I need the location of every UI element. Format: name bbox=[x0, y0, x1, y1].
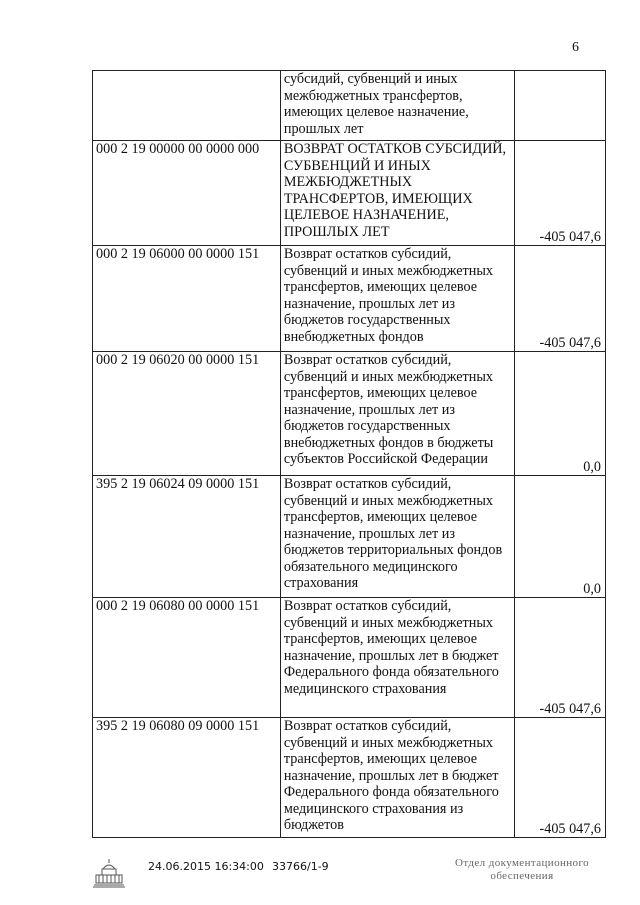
table-row bbox=[93, 246, 606, 352]
table-row bbox=[93, 352, 606, 476]
budget-code-cell: 395 2 19 06024 09 0000 151 bbox=[93, 476, 281, 598]
table-row bbox=[93, 718, 606, 838]
parliament-building-icon bbox=[92, 857, 126, 889]
budget-code-cell: 000 2 19 00000 00 0000 000 bbox=[93, 141, 281, 246]
document-footer bbox=[0, 857, 640, 897]
budget-code-cell: 000 2 19 06000 00 0000 151 bbox=[93, 246, 281, 352]
description-cell: ВОЗВРАТ ОСТАТКОВ СУБСИДИЙ, СУБВЕНЦИЙ И ИНЫХ МЕЖБЮДЖЕТНЫХ ТРАНСФЕРТОВ, ИМЕЮЩИХ ЦЕЛЕВОЕ НАЗНАЧЕНИЕ, ПРОШЛЫХ ЛЕТ bbox=[280, 141, 514, 246]
amount-cell: -405 047,6 bbox=[515, 141, 606, 246]
page-number: 6 bbox=[572, 40, 579, 55]
amount-cell: 0,0 bbox=[515, 476, 606, 598]
budget-code-cell: 000 2 19 06020 00 0000 151 bbox=[93, 352, 281, 476]
amount-cell: 0,0 bbox=[515, 352, 606, 476]
budget-code-cell bbox=[93, 71, 281, 141]
description-cell: субсидий, субвенций и иных межбюджетных трансфертов, имеющих целевое назначение, прошлых лет bbox=[280, 71, 514, 141]
amount-cell: -405 047,6 bbox=[515, 598, 606, 718]
budget-code-cell: 395 2 19 06080 09 0000 151 bbox=[93, 718, 281, 838]
description-cell: Возврат остатков субсидий, субвенций и иных межбюджетных трансфертов, имеющих целевое назначение, прошлых лет из бюджетов территориальных фондов обязательного медицинского страхования bbox=[280, 476, 514, 598]
amount-cell: -405 047,6 bbox=[515, 718, 606, 838]
table-row bbox=[93, 598, 606, 718]
amount-cell bbox=[515, 71, 606, 141]
description-cell: Возврат остатков субсидий, субвенций и иных межбюджетных трансфертов, имеющих целевое назначение, прошлых лет в бюджет Федерального фонда обязательного медицинского страхования из бюджетов bbox=[280, 718, 514, 838]
document-number: 33766/1-9 bbox=[272, 860, 329, 873]
table-row bbox=[93, 71, 606, 141]
table-row bbox=[93, 476, 606, 598]
amount-cell: -405 047,6 bbox=[515, 246, 606, 352]
stamp-line-2: обеспечения bbox=[490, 870, 554, 882]
description-cell: Возврат остатков субсидий, субвенций и иных межбюджетных трансфертов, имеющих целевое назначение, прошлых лет из бюджетов государственных внебюджетных фондов bbox=[280, 246, 514, 352]
stamp-line-1: Отдел документационного bbox=[454, 857, 589, 869]
table-row bbox=[93, 141, 606, 246]
description-cell: Возврат остатков субсидий, субвенций и иных межбюджетных трансфертов, имеющих целевое назначение, прошлых лет из бюджетов государственных внебюджетных фондов в бюджеты субъектов Российской Федерации bbox=[280, 352, 514, 476]
document-timestamp: 24.06.2015 16:34:00 bbox=[148, 860, 264, 873]
description-cell: Возврат остатков субсидий, субвенций и иных межбюджетных трансфертов, имеющих целевое назначение, прошлых лет в бюджет Федерального фонда обязательного медицинского страхования bbox=[280, 598, 514, 718]
department-stamp bbox=[452, 857, 592, 883]
budget-code-cell: 000 2 19 06080 00 0000 151 bbox=[93, 598, 281, 718]
budget-table bbox=[92, 70, 606, 838]
